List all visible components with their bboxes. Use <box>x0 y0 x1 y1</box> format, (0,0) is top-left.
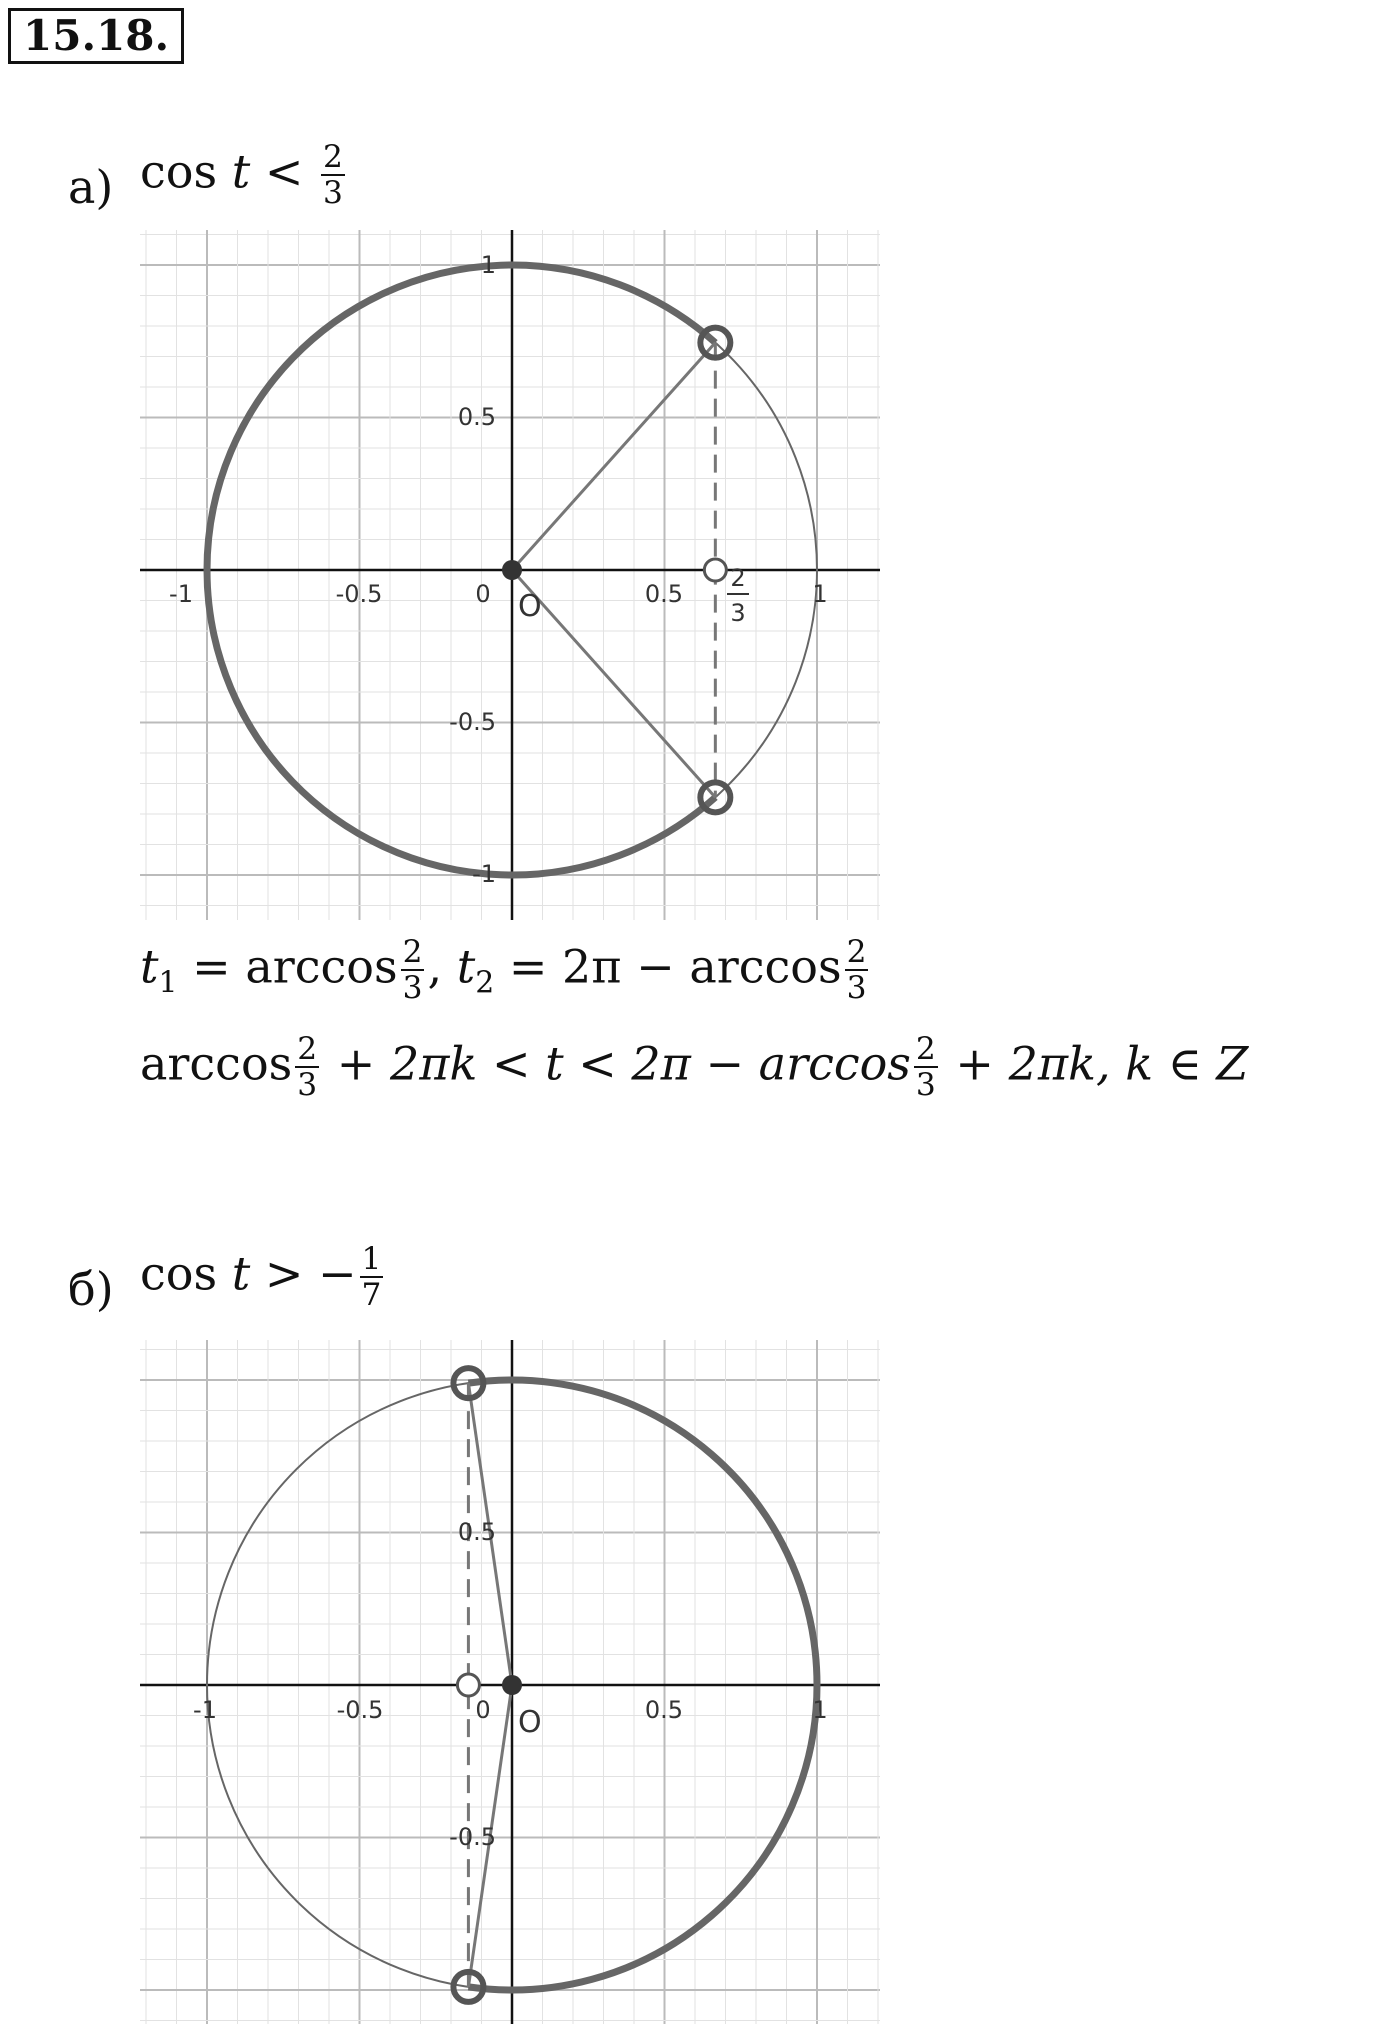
axis-point <box>704 559 726 581</box>
equals-expression: = 2π − arccos <box>494 939 842 994</box>
point-label-numerator: 2 <box>730 564 746 592</box>
x-tick-label: 1 <box>812 580 828 608</box>
fraction: $\frac{2}{3}$ <box>915 1031 936 1104</box>
var-t: t <box>231 1246 251 1301</box>
equals-arccos: = arccos <box>177 939 398 994</box>
inequality-middle: + 2πk < t < 2π − arccos <box>322 1036 911 1091</box>
inequality-tail: + 2πk, k ∈ Z <box>940 1036 1249 1091</box>
y-tick-label: 1 <box>480 251 496 279</box>
origin-label: O <box>518 1705 542 1740</box>
formula-line-2 <box>140 1032 1248 1103</box>
part-b-inequality <box>140 1242 386 1313</box>
cos-fn: cos <box>140 144 218 199</box>
subscript: 1 <box>158 965 178 1001</box>
problem-number: 15.18. <box>8 8 184 64</box>
subscript: 2 <box>475 965 495 1001</box>
axis-point <box>457 1674 479 1696</box>
arccos: arccos <box>140 1036 293 1091</box>
x-tick-label: -1 <box>193 1696 217 1724</box>
fraction: $\frac{2}{3}$ <box>846 934 867 1007</box>
formula-line-1 <box>140 935 871 1006</box>
fraction: $\frac{2}{3}$ <box>297 1031 318 1104</box>
relation: > − <box>264 1246 357 1301</box>
var-t: t <box>231 144 251 199</box>
unit-circle-diagram-a <box>140 230 880 920</box>
y-tick-label: -0.5 <box>449 1823 496 1851</box>
part-a-label: а) <box>68 160 114 214</box>
x-tick-label: -0.5 <box>335 580 383 608</box>
separator: , <box>427 939 457 994</box>
x-tick-label: -1 <box>169 580 193 608</box>
fraction: $\frac{2}{3}$ <box>323 139 343 212</box>
fraction: $\frac{2}{3}$ <box>402 934 423 1007</box>
y-tick-label: 0.5 <box>457 403 496 431</box>
x-tick-label: 0.5 <box>644 580 684 608</box>
point-label-denominator: 3 <box>730 599 746 627</box>
fraction: $\frac{1}{7}$ <box>361 1241 382 1314</box>
x-tick-label: 0 <box>475 580 491 608</box>
x-tick-label: 0 <box>475 1696 491 1724</box>
origin-label: O <box>518 589 542 624</box>
var-t1: t <box>140 939 159 994</box>
y-tick-label: 0.5 <box>457 1518 496 1546</box>
part-b-label: б) <box>68 1262 114 1316</box>
relation: < <box>264 144 304 199</box>
var-t2: t <box>456 939 476 994</box>
x-tick-label: 1 <box>812 1696 828 1724</box>
unit-circle-diagram-b <box>140 1340 880 2024</box>
cos-fn: cos <box>140 1246 218 1301</box>
y-tick-label: -0.5 <box>449 708 496 736</box>
origin-point <box>502 560 522 580</box>
x-tick-label: 0.5 <box>644 1696 684 1724</box>
origin-point <box>502 1675 522 1695</box>
part-a-inequality <box>140 140 348 211</box>
y-tick-label: -1 <box>472 860 496 888</box>
x-tick-label: -0.5 <box>336 1696 384 1724</box>
